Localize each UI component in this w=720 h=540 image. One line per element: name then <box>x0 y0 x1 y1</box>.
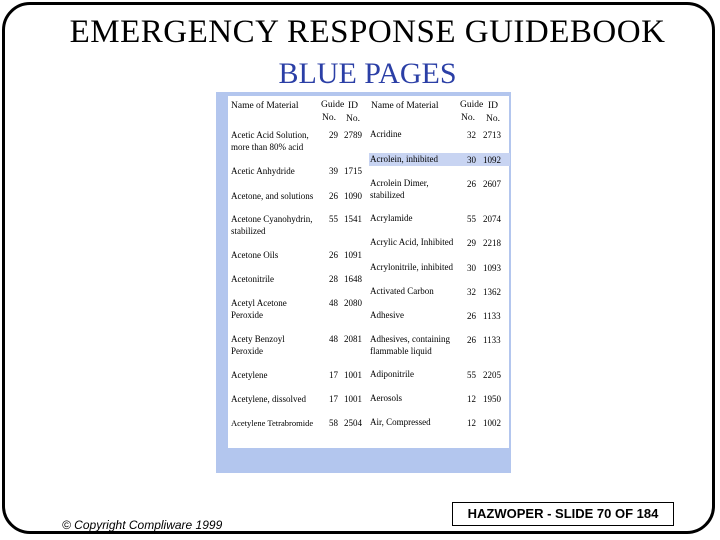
material-name-line2: stabilized <box>370 190 405 200</box>
material-name: Acetone Oils <box>231 250 279 260</box>
material-name: Adhesives, containing <box>370 334 450 344</box>
right-name-header: Name of Material <box>371 101 439 111</box>
id-number: 1090 <box>344 191 362 201</box>
id-number: 2205 <box>483 370 501 380</box>
guide-number: 17 <box>329 370 338 380</box>
left-id-header-1: ID <box>348 101 359 111</box>
guide-number: 26 <box>467 179 476 189</box>
guide-number: 48 <box>329 298 338 308</box>
material-name: Acety Benzoyl <box>231 334 285 344</box>
id-number: 2607 <box>483 179 501 189</box>
id-number: 1093 <box>483 263 501 273</box>
guide-number: 30 <box>467 155 476 165</box>
guide-number: 28 <box>329 274 338 284</box>
slide-subtitle: BLUE PAGES <box>278 57 457 90</box>
id-number: 2713 <box>483 130 501 140</box>
material-name: Acrylamide <box>370 213 413 223</box>
id-number: 1648 <box>344 274 362 284</box>
material-name-line2: stabilized <box>231 226 266 236</box>
material-name: Acetic Anhydride <box>231 166 295 176</box>
slide-title: EMERGENCY RESPONSE GUIDEBOOK <box>69 14 666 50</box>
id-number: 1002 <box>483 418 501 428</box>
material-name-line2: Peroxide <box>231 310 263 320</box>
guide-number: 17 <box>329 394 338 404</box>
guide-number: 12 <box>467 418 476 428</box>
left-guide-header-1: Guide <box>321 100 345 110</box>
material-name: Acridine <box>370 129 402 139</box>
material-name-line2: flammable liquid <box>370 346 432 356</box>
id-number: 1001 <box>344 370 362 380</box>
id-number: 1133 <box>483 335 501 345</box>
id-number: 1133 <box>483 311 501 321</box>
guide-number: 30 <box>467 263 476 273</box>
material-name: Acetylene Tetrabromide <box>231 418 314 428</box>
guide-number: 55 <box>329 214 338 224</box>
id-number: 2504 <box>344 418 362 428</box>
id-number: 1715 <box>344 166 362 176</box>
material-name: Air, Compressed <box>370 417 431 427</box>
guide-number: 39 <box>329 166 338 176</box>
material-name: Acetyl Acetone <box>231 298 287 308</box>
id-number: 1001 <box>344 394 362 404</box>
material-name: Acetone, and solutions <box>231 191 314 201</box>
left-id-header-2: No. <box>346 114 360 124</box>
material-name: Activated Carbon <box>370 286 434 296</box>
id-number: 1091 <box>344 250 362 260</box>
material-name: Acrolein Dimer, <box>370 178 429 188</box>
material-name-line2: more than 80% acid <box>231 142 304 152</box>
guide-number: 48 <box>329 334 338 344</box>
guide-number: 55 <box>467 214 476 224</box>
guide-number: 26 <box>467 335 476 345</box>
material-name: Acetonitrile <box>231 274 274 284</box>
guide-number: 29 <box>467 238 476 248</box>
guide-number: 32 <box>467 130 476 140</box>
id-number: 1362 <box>483 287 501 297</box>
guide-number: 12 <box>467 394 476 404</box>
guide-number: 26 <box>329 191 338 201</box>
slide-counter: HAZWOPER - SLIDE 70 OF 184 <box>452 502 674 526</box>
material-name: Acetic Acid Solution, <box>231 130 309 140</box>
guide-number: 26 <box>329 250 338 260</box>
guide-number: 29 <box>329 130 338 140</box>
guide-number: 32 <box>467 287 476 297</box>
material-name-line2: Peroxide <box>231 346 263 356</box>
id-number: 1541 <box>344 214 362 224</box>
material-name: Acrylic Acid, Inhibited <box>370 237 454 247</box>
left-name-header: Name of Material <box>231 101 299 111</box>
id-number: 1092 <box>483 155 501 165</box>
right-id-header-1: ID <box>488 101 499 111</box>
guide-number: 58 <box>329 418 338 428</box>
id-number: 2074 <box>483 214 501 224</box>
guide-number: 55 <box>467 370 476 380</box>
material-name: Aerosols <box>370 393 402 403</box>
id-number: 2080 <box>344 298 362 308</box>
right-guide-header-1: Guide <box>460 100 484 110</box>
left-guide-header-2: No. <box>322 113 336 123</box>
id-number: 2218 <box>483 238 501 248</box>
material-name: Acetylene, dissolved <box>231 394 306 404</box>
id-number: 2789 <box>344 130 362 140</box>
id-number: 1950 <box>483 394 501 404</box>
id-number: 2081 <box>344 334 362 344</box>
right-id-header-2: No. <box>486 114 500 124</box>
right-guide-header-2: No. <box>461 113 475 123</box>
guide-number: 26 <box>467 311 476 321</box>
material-name: Acrylonitrile, inhibited <box>370 262 453 272</box>
material-name: Acetylene <box>231 370 268 380</box>
material-name: Adiponitrile <box>370 369 414 379</box>
copyright-notice: © Copyright Compliware 1999 <box>62 518 223 532</box>
material-name: Acrolein, inhibited <box>370 154 438 164</box>
material-name: Acetone Cyanohydrin, <box>231 214 313 224</box>
material-name: Adhesive <box>370 310 404 320</box>
